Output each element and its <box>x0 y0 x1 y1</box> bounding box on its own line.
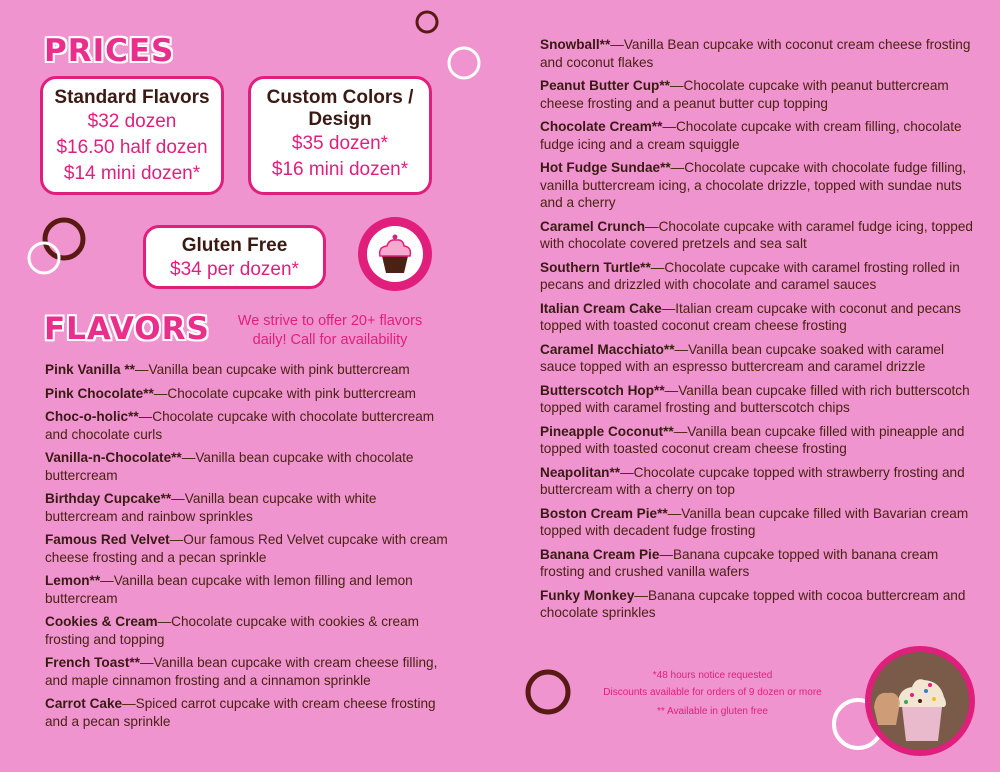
flavor-item <box>45 449 450 484</box>
flavor-description: —Vanilla bean cupcake filled with pineapple and topped with toasted coconut cream cheese frosting <box>540 423 965 456</box>
flavor-name: Caramel Macchiato** <box>540 341 675 357</box>
footnote-discounts: Discounts available for orders of 9 dozen or more <box>603 687 822 698</box>
standard-price-mini-dozen: $14 mini dozen* <box>63 163 201 184</box>
flavor-name: Italian Cream Cake <box>540 300 662 316</box>
availability-note-line2: daily! Call for availability <box>252 332 408 348</box>
flavor-item <box>540 464 975 499</box>
flavor-name: Vanilla-n-Chocolate** <box>45 450 182 465</box>
custom-design-title-line2: Design <box>308 109 372 130</box>
flavor-description: —Vanilla bean cupcake filled with Bavarian cream topped with decadent fudge frosting <box>540 505 969 538</box>
standard-price-dozen: $32 dozen <box>87 111 177 132</box>
flavor-description: —Vanilla Bean cupcake with coconut cream cheese frosting and coconut flakes <box>540 37 971 70</box>
flavor-description: —Chocolate cupcake with caramel frosting rolled in pecans and drizzled with chocolate and caramel sauces <box>540 259 960 292</box>
flavor-name: Famous Red Velvet <box>45 532 170 547</box>
flavor-item <box>45 613 450 648</box>
flavor-description: —Vanilla bean cupcake with pink buttercream <box>134 362 410 377</box>
flavor-name: Lemon** <box>45 573 101 588</box>
availability-note <box>220 312 440 350</box>
gluten-free-price: $34 per dozen* <box>170 259 299 280</box>
flavor-name: Pink Chocolate** <box>45 385 154 401</box>
flavor-description: —Chocolate cupcake topped with strawberry frosting and buttercream with a cherry on top <box>540 464 965 497</box>
flavor-description: —Chocolate cupcake with cream filling, chocolate fudge icing and a cream squiggle <box>540 119 962 152</box>
flavor-list-right <box>540 36 975 628</box>
flavor-name: Butterscotch Hop** <box>540 382 665 398</box>
flavor-name: Southern Turtle** <box>540 259 651 275</box>
flavor-item <box>540 77 975 112</box>
flavor-name: Pineapple Coconut** <box>540 423 674 439</box>
cupcake-photo <box>864 645 976 757</box>
flavor-item <box>540 259 975 294</box>
flavor-item <box>540 159 975 212</box>
custom-price-dozen: $35 dozen* <box>291 133 389 154</box>
flavor-item <box>45 695 450 730</box>
footnote-notice: *48 hours notice requested <box>652 670 773 681</box>
flavor-description: —Chocolate cupcake with chocolate buttercream and chocolate curls <box>45 409 435 442</box>
flavor-item <box>540 341 975 376</box>
prices-heading: PRICES <box>44 33 175 69</box>
standard-flavors-title: Standard Flavors <box>54 87 210 108</box>
standard-flavors-price-box <box>40 76 224 195</box>
flavor-name: Carrot Cake <box>45 696 123 711</box>
flavor-description: —Vanilla bean cupcake filled with rich butterscotch topped with caramel frosting and butterscotch chips <box>540 382 970 415</box>
flavor-description: —Italian cream cupcake with coconut and pecans topped with toasted coconut cream cheese frosting <box>540 300 961 333</box>
cupcake-icon <box>356 215 434 293</box>
flavor-description: —Vanilla bean cupcake with lemon filling and lemon buttercream <box>45 573 413 606</box>
flavor-item <box>540 118 975 153</box>
flavor-item <box>45 361 450 379</box>
flavor-name: Choc-o-holic** <box>45 409 139 424</box>
flavor-description: —Chocolate cupcake with peanut buttercream cheese frosting and a peanut butter cup topping <box>540 78 949 111</box>
flavor-name: Snowball** <box>540 37 611 52</box>
flavor-item <box>540 36 975 71</box>
flavor-description: —Vanilla bean cupcake with chocolate buttercream <box>45 450 414 483</box>
flavor-name: Chocolate Cream** <box>540 119 663 134</box>
flavor-name: Birthday Cupcake** <box>45 491 172 506</box>
flavor-item <box>45 572 450 607</box>
flavor-list-left <box>45 361 450 736</box>
flavor-item <box>540 218 975 253</box>
custom-design-price-box <box>248 76 432 195</box>
flavor-description: —Chocolate cupcake with cookies & cream frosting and topping <box>45 614 419 647</box>
flavor-description: —Vanilla bean cupcake soaked with caramel sauce topped with an espresso buttercream and caramel drizzle <box>540 341 944 374</box>
flavor-name: Boston Cream Pie** <box>540 505 668 521</box>
flavor-name: Caramel Crunch <box>540 218 646 234</box>
flavor-description: —Chocolate cupcake with caramel fudge icing, topped with chocolate covered pretzels and sea salt <box>540 218 973 251</box>
flavor-description: —Banana cupcake topped with banana cream frosting and crushed vanilla wafers <box>540 546 939 579</box>
gluten-free-price-box <box>143 225 326 289</box>
flavor-description: —Chocolate cupcake with chocolate fudge filling, vanilla buttercream icing, a chocolate drizzle, topped with sundae nuts and a cherry <box>540 160 967 210</box>
flavor-item <box>45 654 450 689</box>
flavor-description: —Chocolate cupcake with pink buttercream <box>153 385 416 401</box>
flavor-description: —Our famous Red Velvet cupcake with cream cheese frosting and a pecan sprinkle <box>45 532 448 565</box>
flavor-name: Hot Fudge Sundae** <box>540 160 671 175</box>
availability-note-line1: We strive to offer 20+ flavors <box>237 313 423 329</box>
flavor-name: Neapolitan** <box>540 464 621 480</box>
flavor-name: Banana Cream Pie <box>540 546 660 562</box>
flavor-name: Pink Vanilla ** <box>45 362 135 377</box>
flavor-description: —Banana cupcake topped with cocoa buttercream and chocolate sprinkles <box>540 587 966 620</box>
flavor-name: French Toast** <box>45 655 140 670</box>
flavors-heading: FLAVORS <box>44 311 210 347</box>
flavor-item <box>540 423 975 458</box>
flavor-item <box>540 587 975 622</box>
flavor-item <box>540 382 975 417</box>
flavor-item <box>45 408 450 443</box>
flavor-item <box>45 385 450 403</box>
flavor-description: —Vanilla bean cupcake with cream cheese filling, and maple cinnamon frosting and a cinnamon sprinkle <box>45 655 438 688</box>
flavor-name: Peanut Butter Cup** <box>540 78 670 93</box>
flavor-item <box>45 531 450 566</box>
flavor-item <box>540 505 975 540</box>
footnote-gluten-free: ** Available in gluten free <box>656 706 768 717</box>
flavor-description: —Vanilla bean cupcake with white buttercream and rainbow sprinkles <box>45 491 377 524</box>
flavor-item <box>45 490 450 525</box>
custom-design-title-line1: Custom Colors / <box>266 87 414 108</box>
footnotes <box>595 669 830 719</box>
gluten-free-title: Gluten Free <box>181 235 288 256</box>
custom-price-mini-dozen: $16 mini dozen* <box>271 159 409 180</box>
flavor-description: —Spiced carrot cupcake with cream cheese frosting and a pecan sprinkle <box>45 696 436 729</box>
flavor-name: Cookies & Cream <box>45 614 158 629</box>
flavor-item <box>540 300 975 335</box>
flavor-name: Funky Monkey <box>540 587 635 603</box>
standard-price-half-dozen: $16.50 half dozen <box>56 137 208 158</box>
flavor-item <box>540 546 975 581</box>
